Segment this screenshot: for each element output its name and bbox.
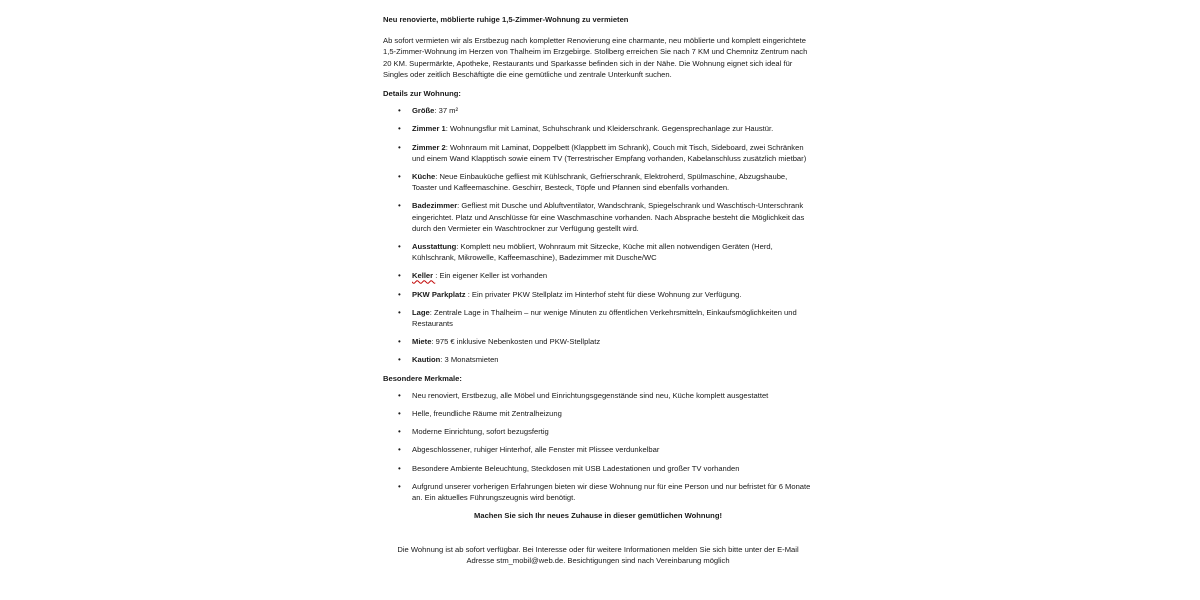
detail-text: : 3 Monatsmieten bbox=[440, 355, 499, 365]
intro-paragraph: Ab sofort vermieten wir als Erstbezug nach kompletter Renovierung eine charmante, neu möblierte und komplett eingerichtete 1,5-Zimmer-Wohnung im Herzen von Thalheim im Erzgebirge. Stollberg erreichen Sie nach 7 KM und Chemnitz Zentrum nach 20 KM. Supermärkte, Apotheke, Restaurants und Sparkasse befinden sich in der Nähe. Die Wohnung eignet sich ideal für Singles oder zeitlich Beschäftigte die eine gemütliche und zentrale Unterkunft suchen. bbox=[383, 36, 808, 79]
document-page bbox=[383, 8, 813, 566]
detail-label: Miete bbox=[412, 337, 432, 347]
list-item bbox=[412, 105, 813, 116]
closing-line: Machen Sie sich Ihr neues Zuhause in dieser gemütlichen Wohnung! bbox=[474, 511, 722, 521]
detail-label: Badezimmer bbox=[412, 201, 458, 211]
list-item bbox=[412, 336, 813, 347]
list-item bbox=[412, 354, 813, 365]
detail-text: : Wohnungsflur mit Laminat, Schuhschrank und Kleiderschrank. Gegensprechanlage zur Haustür. bbox=[445, 124, 774, 134]
list-item bbox=[412, 200, 813, 234]
detail-text: : Ein privater PKW Stellplatz im Hinterhof steht für diese Wohnung zur Verfügung. bbox=[467, 289, 742, 299]
detail-text: : Zentrale Lage in Thalheim – nur wenige Minuten zu öffentlichen Verkehrsmitteln, Einkaufsmöglichkeiten und Restaurants bbox=[412, 307, 797, 329]
detail-label: Zimmer 1 bbox=[412, 124, 446, 134]
details-list bbox=[383, 105, 813, 365]
list-item: • Neu renoviert, Erstbezug, alle Möbel und Einrichtungsgegenstände sind neu, Küche komplett ausgestattet bbox=[412, 390, 813, 401]
detail-label: Zimmer 2 bbox=[412, 142, 446, 152]
detail-label: Lage bbox=[412, 307, 430, 317]
features-list bbox=[383, 390, 813, 503]
details-heading: Details zur Wohnung: bbox=[383, 89, 461, 99]
list-item bbox=[412, 142, 813, 164]
detail-text: : Wohnraum mit Laminat, Doppelbett (Klappbett im Schrank), Couch mit Tisch, Sideboard, zwei Schränken und einem Wand Klapptisch sowie einem TV (Terrestrischer Empfang vorhanden, Kabelanschluss zusätzlich mietbar) bbox=[412, 142, 807, 163]
detail-text: : Neue Einbauküche gefliest mit Kühlschrank, Gefrierschrank, Elektroherd, Spülmaschine, Abzugshaube, Toaster und Kaffeemaschine. Geschirr, Besteck, Töpfe und Pfannen sind ebenfalls vorhanden. bbox=[412, 172, 788, 193]
list-item: • Abgeschlossener, ruhiger Hinterhof, alle Fenster mit Plissee verdunkelbar bbox=[412, 444, 813, 455]
detail-label: PKW Parkplatz bbox=[412, 289, 468, 299]
list-item: • Moderne Einrichtung, sofort bezugsfertig bbox=[412, 426, 813, 437]
list-item: • Helle, freundliche Räume mit Zentralheizung bbox=[412, 408, 813, 419]
list-item bbox=[412, 123, 813, 134]
list-item bbox=[412, 307, 813, 329]
list-item bbox=[412, 171, 813, 193]
page-title: Neu renovierte, möblierte ruhige 1,5-Zimmer-Wohnung zu vermieten bbox=[383, 15, 629, 24]
detail-text: : Komplett neu möbliert, Wohnraum mit Sitzecke, Küche mit allen notwendigen Geräten (Herd, Kühlschrank, Mikrowelle, Kaffeemaschine), Badezimmer mit Dusche/WC bbox=[412, 242, 773, 263]
list-item: • Besondere Ambiente Beleuchtung, Steckdosen mit USB Ladestationen und großer TV vorhanden bbox=[412, 463, 813, 474]
detail-label: Größe bbox=[412, 106, 435, 116]
list-item bbox=[412, 289, 813, 300]
list-item bbox=[412, 241, 813, 263]
detail-text: : 37 m² bbox=[434, 106, 459, 116]
detail-label: Ausstattung bbox=[412, 242, 457, 252]
features-heading: Besondere Merkmale: bbox=[383, 373, 462, 383]
list-item: • Aufgrund unserer vorherigen Erfahrungen bieten wir diese Wohnung nur für eine Person und nur befristet für 6 Monate an. Ein aktuelles Führungszeugnis wird benötigt. bbox=[412, 481, 813, 503]
detail-text: : Ein eigener Keller ist vorhanden bbox=[435, 271, 548, 281]
contact-footer: Die Wohnung ist ab sofort verfügbar. Bei Interesse oder für weitere Informationen melden Sie sich bitte unter der E-Mail Adresse stm_mobil@web.de. Besichtigungen sind nach Vereinbarung möglich bbox=[397, 544, 799, 565]
detail-text: : 975 € inklusive Nebenkosten und PKW-Stellplatz bbox=[431, 337, 601, 347]
detail-label: Kaution bbox=[412, 355, 441, 365]
detail-label: Küche bbox=[412, 172, 436, 182]
detail-label: Keller bbox=[412, 271, 436, 281]
detail-text: : Gefliest mit Dusche und Abluftventilator, Wandschrank, Spiegelschrank und Waschtisch-Unterschrank eingerichtet. Platz und Anschlüsse für eine Waschmaschine vorhanden. Nach Absprache besteht die Möglichkeit das durch den Vermieter ein Waschtrockner zur Verfügung gestellt wird. bbox=[412, 201, 805, 233]
list-item bbox=[412, 270, 813, 281]
